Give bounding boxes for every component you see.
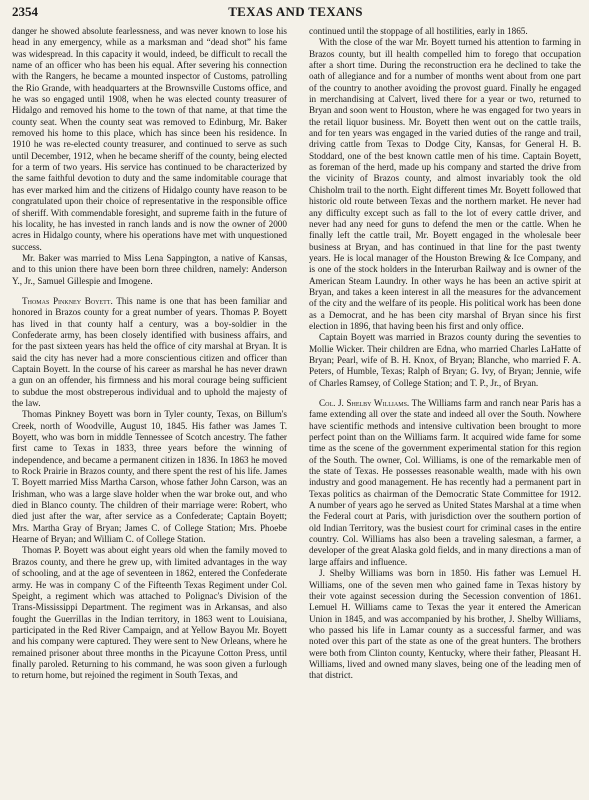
- page-header: [12, 4, 579, 22]
- running-title: TEXAS AND TEXANS: [228, 4, 363, 19]
- williams-intro-paragraph: [309, 398, 581, 568]
- williams-intro-text: The Williams farm and ranch near Paris has a fame extending all over the state and indeed all over the South. Nowhere have scientific methods and intensive cultivation been brought to more perfect point than on the Williams farm. It acquired wide fame for some time as the scene of the government experimental station for this region of the South. The owner, Col. Williams, is one of the remarkable men of the state of Texas. He possesses reasonable wealth, made with his own industry and good management. He has recently had a permanent part in Texas politics as chairman of the Democratic State Committee for 1912. A number of years ago he served as United States Marshal at a time when the Federal court at Paris, with jurisdiction over the southern portion of old Indian Territory, was the busiest court for criminal cases in the entire country. Col. Williams has also been a traveling salesman, a farmer, a developer of the great Alaska gold fields, and in many directions a man of large affairs and influence.: [309, 398, 581, 567]
- right-column: [309, 26, 581, 682]
- boyett-intro-text: This name is one that has been familiar and honored in Brazos county for a great number of years. Thomas P. Boyett has lived in that county half a century, was a boy-soldier in the Confederate army, has been closely identified with business affairs, and for the past sixteen years has held the office of city marshal at Bryan. It is said the city has never had a more conscientious citizen and officer than Captain Boyett. In the course of his career as marshal he has never drawn a gun on an offender, his firmness and his moral courage being sufficient to subdue the most obstreperous individual and to uphold the majesty of the law.: [12, 295, 287, 408]
- williams-family-paragraph: J. Shelby Williams was born in 1850. His father was Lemuel H. Williams, one of the seven men who gained fame in Texas history by their vote against secession during the Secession convention of 1861. Lemuel H. Williams came to Texas the year it entered the American Union in 1845, and was accompanied by his brother, J. Shelby Williams, who passed his life in Lamar county as a successful farmer, and was noted over this part of the state as one of the great hunters. The brothers were both from Clinton county, Kentucky, where their father, Pleasant H. Williams, lived and owned many slaves, being one of the leading men of that district.: [309, 568, 581, 681]
- baker-marriage-paragraph: Mr. Baker was married to Miss Lena Sappington, a native of Kansas, and to this union there have been born three children, namely: Anderson Y., Jr., Samuel Gillespie and Imogene.: [12, 252, 287, 286]
- boyett-marriage-paragraph: Captain Boyett was married in Brazos county during the seventies to Mollie Wicker. Their children are Edna, who married Charles LaHatte of Bryan; Pearl, wife of B. H. Knox, of Bryan; Blanche, who married F. A. Peters, of Humble, Texas; Ralph of Bryan; G. Ivy, of Bryan; Jennie, wife of Charles Ramsey, of College Station; and T. P., Jr., of Bryan.: [309, 332, 581, 388]
- left-column: [12, 26, 287, 682]
- boyett-career-paragraph: With the close of the war Mr. Boyett turned his attention to farming in Brazos county, but ill health compelled him to forego that occupation after a short time. During the reconstruction era he declined to take the oath of allegiance and for a number of months went about from one part of the country to another avoiding the provost guard. Finally he engaged in merchandising at Calvert, lived there for a year or two, returned to Bryan and soon went to Houston, where he was engaged for two years in the retail liquor business. Mr. Boyett then went out on the cattle trails, and for ten years was engaged in the varied duties of the range and trail, driving cattle from Texas to Dodge City, Kansas, for General H. B. Stoddard, one of the best known cattle men of his time. Captain Boyett, as foreman of the herd, made up his company and started the drive from the vicinity of Brazos county, and almost invariably took the old Chisholm trail to the north. Eight different times Mr. Boyett followed that historic old route between Texas and the northern market. He never had any difficulty except such as fall to the lot of every cattle driver, and never had any need for guns to defend the men or the cattle. When he finally left the cattle trail, Mr. Boyett engaged in the wholesale beer business at Bryan, and has continued in that line for the past twenty years. He is local manager of the Houston Brewing & Ice Company, and is one of the stock holders in the Interurban Railway and is owner of the American Steam Laundry. In other ways he has been an active spirit at Bryan, and takes a keen interest in all the measures for the advancement of the city and the welfare of its people. His political work has been done as a Democrat, and he has been city marshal of Bryan since his first election in 1896, that having been his first and only office.: [309, 37, 581, 331]
- boyett-name-heading: Thomas Pinkney Boyett.: [22, 295, 113, 306]
- boyett-family-paragraph: Thomas Pinkney Boyett was born in Tyler county, Texas, on Billum's Creek, north of Woodville, August 10, 1845. His father was James T. Boyett, who was born in middle Tennessee of Scotch ancestry. The father first came to Texas in 1833, three years before the winning of independence, and became a permanent citizen in 1836. In 1863 he moved to Rock Prairie in Brazos county, and there spent the rest of his life. James T. Boyett married Miss Martha Carson, whose father John Carson, was an Irishman, who was a large slave holder when the war broke out, and who died in Blanco county. The children of their marriage were: Robert, who died just after the war, after service as a Confederate; Captain Boyett; Mrs. Martha Gray of Bryan; James C. of College Station; Mrs. Phoebe Hearne of Bryan; and William C. of College Station.: [12, 409, 287, 545]
- baker-biography-end: danger he showed absolute fearlessness, and was never known to lose his head in any emergency, while as a marksman and “dead shot” his fame was widespread. In this capacity it would, indeed, be difficult to recall the name of an officer who has been his equal. After severing his connection with the Rangers, he became a mounted inspector of Customs, patrolling the Rio Grande, with headquarters at the Brownsville Customs office, and he was so engaged until 1908, when he was elected county treasurer of Hidalgo and removed his home to the town of that name, at that time the county seat. When the county seat was removed to Edinburg, Mr. Baker removed his home to this place, which has since been his residence. In 1910 he was re-elected county treasurer, and continued to serve as such until December, 1912, when he became sheriff of the county, being elected for a term of two years. His service has continued to be characterized by the same faithful devotion to duty and the same indomitable courage that has ever marked him and the citizens of Hidalgo county have reason to be congratulated upon their choice of representative in the responsible office of sheriff. With commendable foresight, and supreme faith in the future of his locality, he has invested in ranch lands and is now the owner of 2000 acres in Hidalgo county, where his operations have met with unquestioned success.: [12, 26, 287, 252]
- boyett-intro-paragraph: [12, 296, 287, 409]
- page-number: 2354: [12, 4, 38, 19]
- boyett-war-paragraph: Thomas P. Boyett was about eight years old when the family moved to Brazos county, and there he grew up, with limited advantages in the way of schooling, and at the age of seventeen in 1862, entered the Confederate army. He was in company C of the Fifteenth Texas Regiment under Col. Speight, a regiment which was attached to Polignac's Division of the Trans-Mississippi Department. The regiment was in Arkansas, and also fought the Guerrillas in the Indian territory, in 1863 went to Louisiana, participated in the Red River Campaign, and at Yellow Bayou Mr. Boyett and his company were captured. They were sent to New Orleans, where he remained prisoner about three months in the Picayune Cotton Press, until finally paroled. Returning to his command, he was soon given a furlough to return home, but rejoined the regiment in South Texas, and: [12, 545, 287, 681]
- boyett-war-end: continued until the stoppage of all hostilities, early in 1865.: [309, 26, 528, 36]
- williams-name-heading: Col. J. Shelby Williams.: [319, 398, 410, 408]
